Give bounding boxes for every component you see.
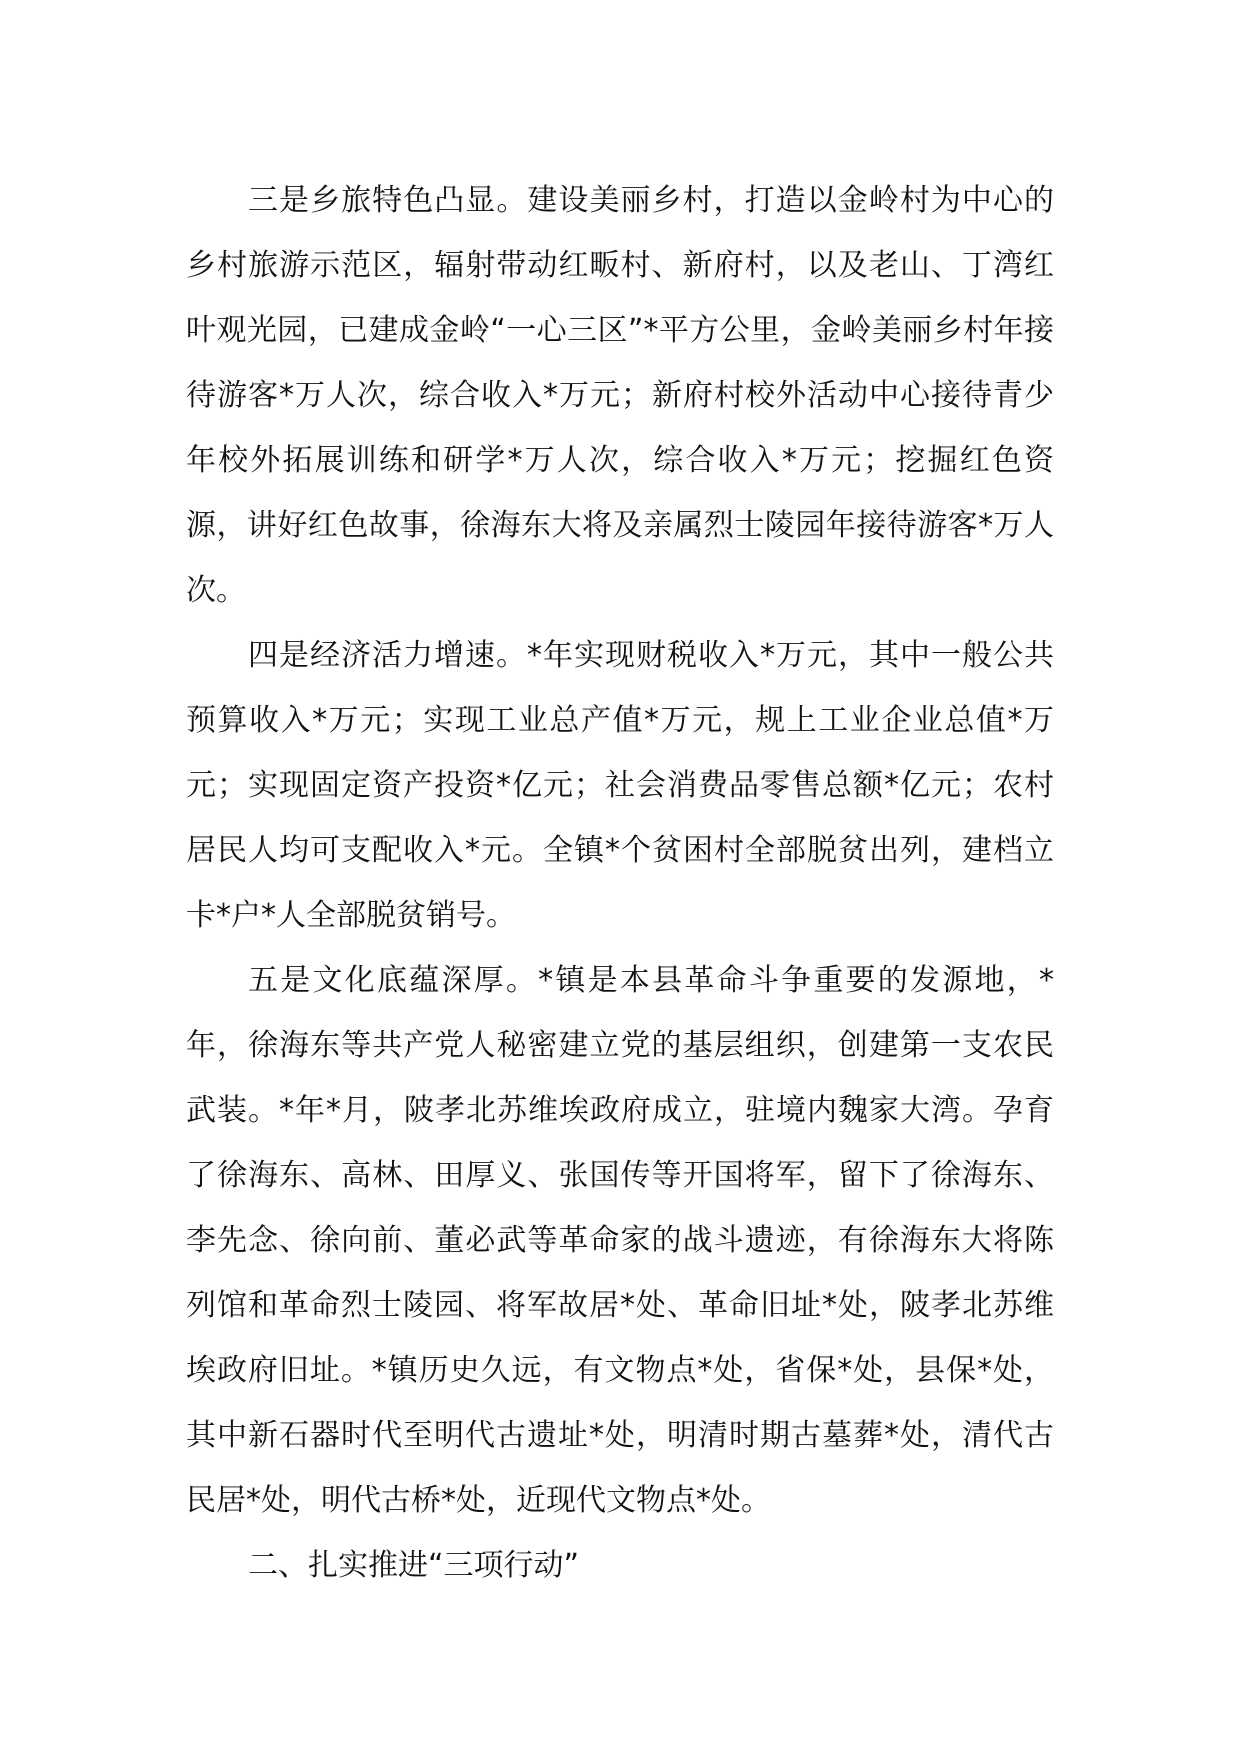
paragraph-cultural-heritage: 五是文化底蕴深厚。*镇是本县革命斗争重要的发源地，*年，徐海东等共产党人秘密建立党的基层组织，创建第一支农民武装。*年*月，陂孝北苏维埃政府成立，驻境内魏家大湾。孕育了徐海东、高林、田厚义、张国传等开国将军，留下了徐海东、李先念、徐向前、董必武等革命家的战斗遗迹，有徐海东大将陈列馆和革命烈士陵园、将军故居*处、革命旧址*处，陂孝北苏维埃政府旧址。*镇历史久远，有文物点*处，省保*处，县保*处，其中新石器时代至明代古遗址*处，明清时期古墓葬*处，清代古民居*处，明代古桥*处，近现代文物点*处。 [186,963,1054,1518]
paragraph-rural-tourism: 三是乡旅特色凸显。建设美丽乡村，打造以金岭村为中心的乡村旅游示范区，辐射带动红畈村、新府村，以及老山、丁湾红叶观光园，已建成金岭“一心三区”*平方公里，金岭美丽乡村年接待游客*万人次，综合收入*万元；新府村校外活动中心接待青少年校外拓展训练和研学*万人次，综合收入*万元；挖掘红色资源，讲好红色故事，徐海东大将及亲属烈士陵园年接待游客*万人次。 [186,183,1054,608]
section-heading: 二、扎实推进“三项行动” [248,1548,580,1583]
paragraph-economic-vitality: 四是经济活力增速。*年实现财税收入*万元，其中一般公共预算收入*万元；实现工业总产值*万元，规上工业企业总值*万元；实现固定资产投资*亿元；社会消费品零售总额*亿元；农村居民人均可支配收入*元。全镇*个贫困村全部脱贫出列，建档立卡*户*人全部脱贫销号。 [186,638,1054,933]
document-body [186,168,1054,1598]
